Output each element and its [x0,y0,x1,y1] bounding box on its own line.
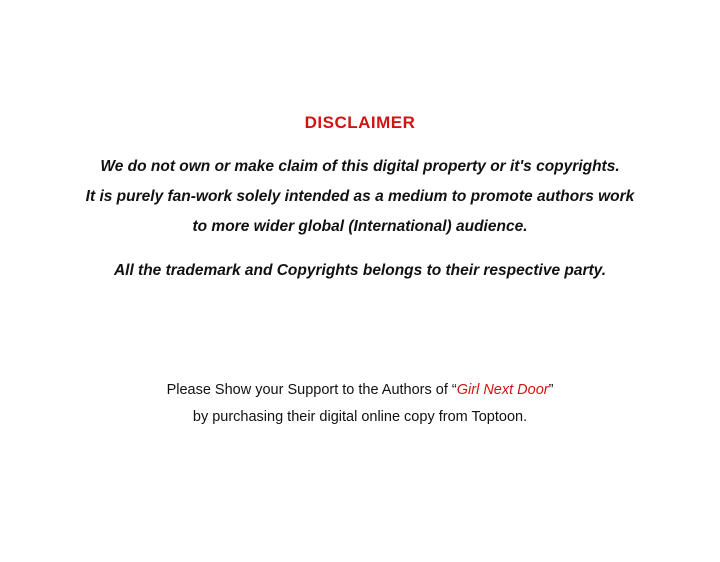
disclaimer-line-2: It is purely fan-work solely intended as a medium to promote authors work [85,188,635,205]
disclaimer-line-1: We do not own or make claim of this digital property or it's copyrights. [100,158,620,175]
support-line-2: by purchasing their digital online copy from Toptoon. [192,409,528,425]
page-title: DISCLAIMER [304,113,416,132]
support-text-block [0,377,720,431]
support-line-1-prefix: Please Show your Support to the Authors of “ [166,382,457,398]
disclaimer-line-3: to more wider global (International) audience. [192,218,528,235]
trademark-line: All the trademark and Copyrights belongs to their respective party. [113,262,607,279]
support-line-1-suffix: ” [548,382,554,398]
work-title: Girl Next Door [456,382,549,398]
support-line-1 [0,377,720,404]
disclaimer-text-block [0,152,720,286]
